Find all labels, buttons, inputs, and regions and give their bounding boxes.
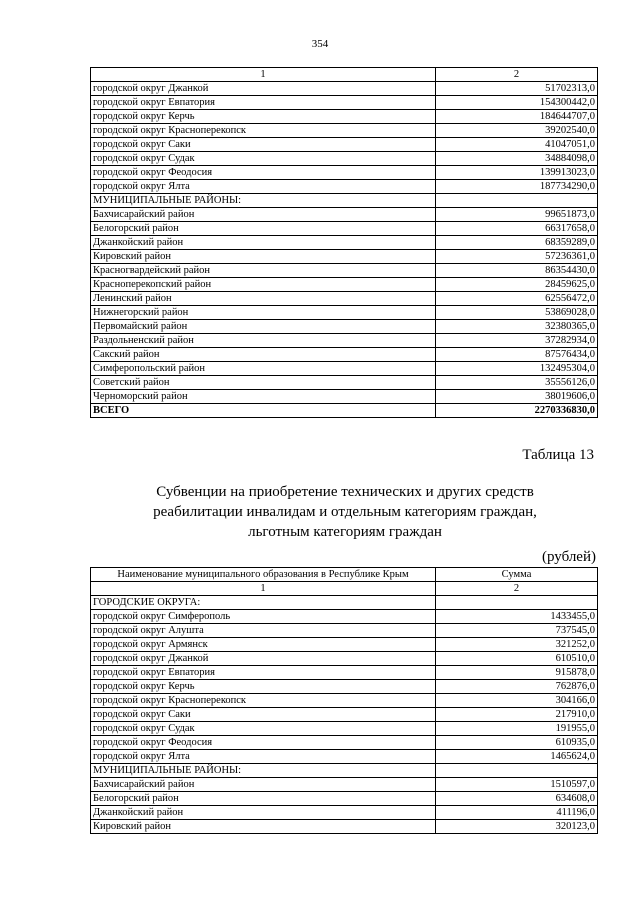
row-name: городской округ Ялта: [91, 750, 436, 764]
row-name: городской округ Евпатория: [91, 666, 436, 680]
table-row: [91, 236, 598, 250]
units-label: (рублей): [541, 549, 596, 565]
row-name: городской округ Керчь: [91, 680, 436, 694]
row-name: ГОРОДСКИЕ ОКРУГА:: [91, 596, 436, 610]
row-value: 57236361,0: [436, 250, 598, 264]
row-name: городской округ Керчь: [91, 110, 436, 124]
row-value: 1510597,0: [436, 778, 598, 792]
row-name: городской округ Судак: [91, 722, 436, 736]
row-name: городской округ Ялта: [91, 180, 436, 194]
row-value: 320123,0: [436, 820, 598, 834]
row-name: Советский район: [91, 376, 436, 390]
table-label: Таблица 13: [522, 447, 594, 463]
total-value: 2270336830,0: [436, 404, 598, 418]
row-value: 1465624,0: [436, 750, 598, 764]
table-row: [91, 694, 598, 708]
table-row: [91, 806, 598, 820]
row-value: 154300442,0: [436, 96, 598, 110]
table-row: [91, 708, 598, 722]
row-value: 191955,0: [436, 722, 598, 736]
row-name: городской округ Евпатория: [91, 96, 436, 110]
row-name: Белогорский район: [91, 222, 436, 236]
table-row: [91, 208, 598, 222]
row-value: 62556472,0: [436, 292, 598, 306]
row-value: 634608,0: [436, 792, 598, 806]
row-value: [436, 194, 598, 208]
title-line: Субвенции на приобретение технических и других средств: [156, 484, 534, 500]
row-name: МУНИЦИПАЛЬНЫЕ РАЙОНЫ:: [91, 764, 436, 778]
table-row: [91, 610, 598, 624]
row-name: Джанкойский район: [91, 236, 436, 250]
row-value: [436, 764, 598, 778]
column-number-1: 1: [91, 68, 436, 82]
table-row: [91, 138, 598, 152]
table-row: [91, 638, 598, 652]
table-row: [91, 96, 598, 110]
table-row: [91, 124, 598, 138]
row-name: городской округ Алушта: [91, 624, 436, 638]
column-number-row: [91, 582, 598, 596]
table-row: [91, 390, 598, 404]
table-row: [91, 194, 598, 208]
row-name: городской округ Джанкой: [91, 82, 436, 96]
row-value: 87576434,0: [436, 348, 598, 362]
row-value: 28459625,0: [436, 278, 598, 292]
row-name: городской округ Симферополь: [91, 610, 436, 624]
table-row: [91, 596, 598, 610]
row-value: 51702313,0: [436, 82, 598, 96]
table-row: [91, 750, 598, 764]
subsidy-table-continued: [90, 67, 598, 418]
table-row: [91, 334, 598, 348]
row-name: Красногвардейский район: [91, 264, 436, 278]
row-name: Симферопольский район: [91, 362, 436, 376]
row-name: городской округ Феодосия: [91, 166, 436, 180]
row-name: городской округ Саки: [91, 138, 436, 152]
header-row: [91, 568, 598, 582]
row-value: 53869028,0: [436, 306, 598, 320]
table-row: [91, 180, 598, 194]
row-value: 762876,0: [436, 680, 598, 694]
table-row: [91, 250, 598, 264]
row-name: городской округ Джанкой: [91, 652, 436, 666]
row-value: 411196,0: [436, 806, 598, 820]
row-value: 304166,0: [436, 694, 598, 708]
column-number-1: 1: [91, 582, 436, 596]
table-row: [91, 82, 598, 96]
row-name: Раздольненский район: [91, 334, 436, 348]
row-value: 35556126,0: [436, 376, 598, 390]
rehabilitation-subsidy-table: [90, 567, 598, 834]
table-row: [91, 624, 598, 638]
row-name: городской округ Красноперекопск: [91, 124, 436, 138]
row-value: 39202540,0: [436, 124, 598, 138]
row-value: 217910,0: [436, 708, 598, 722]
table-row: [91, 680, 598, 694]
table-row: [91, 820, 598, 834]
row-name: Красноперекопский район: [91, 278, 436, 292]
row-value: 68359289,0: [436, 236, 598, 250]
table-row: [91, 764, 598, 778]
table-row: [91, 652, 598, 666]
table-row: [91, 152, 598, 166]
row-value: 187734290,0: [436, 180, 598, 194]
title-line: реабилитации инвалидам и отдельным категориям граждан,: [153, 504, 537, 520]
table-row: [91, 110, 598, 124]
row-value: 37282934,0: [436, 334, 598, 348]
table-title: [100, 482, 590, 542]
column-number-2: 2: [436, 582, 598, 596]
table-row: [91, 320, 598, 334]
table-row: [91, 376, 598, 390]
row-value: 321252,0: [436, 638, 598, 652]
row-value: 38019606,0: [436, 390, 598, 404]
row-value: 139913023,0: [436, 166, 598, 180]
row-name: Первомайский район: [91, 320, 436, 334]
table-row: [91, 792, 598, 806]
row-name: Бахчисарайский район: [91, 778, 436, 792]
row-name: городской округ Судак: [91, 152, 436, 166]
row-name: городской округ Армянск: [91, 638, 436, 652]
table-row: [91, 166, 598, 180]
page-number: 354: [311, 38, 329, 50]
row-value: 737545,0: [436, 624, 598, 638]
header-sum: Сумма: [436, 568, 598, 582]
row-name: Джанкойский район: [91, 806, 436, 820]
table-row: [91, 666, 598, 680]
row-name: Сакский район: [91, 348, 436, 362]
table-row: [91, 278, 598, 292]
row-value: 132495304,0: [436, 362, 598, 376]
row-name: Кировский район: [91, 820, 436, 834]
column-number-2: 2: [436, 68, 598, 82]
table-row: [91, 292, 598, 306]
row-name: городской округ Красноперекопск: [91, 694, 436, 708]
table-row: [91, 778, 598, 792]
table-row: [91, 362, 598, 376]
row-name: Кировский район: [91, 250, 436, 264]
row-name: Нижнегорский район: [91, 306, 436, 320]
row-value: 66317658,0: [436, 222, 598, 236]
title-line: льготным категориям граждан: [248, 524, 442, 540]
table-row: [91, 722, 598, 736]
row-name: городской округ Феодосия: [91, 736, 436, 750]
total-label: ВСЕГО: [91, 404, 436, 418]
row-value: 610935,0: [436, 736, 598, 750]
row-name: Черноморский район: [91, 390, 436, 404]
row-value: 610510,0: [436, 652, 598, 666]
table-row: [91, 736, 598, 750]
header-name: Наименование муниципального образования в Республике Крым: [91, 568, 436, 582]
row-name: Ленинский район: [91, 292, 436, 306]
table-row: [91, 264, 598, 278]
row-value: 32380365,0: [436, 320, 598, 334]
row-name: МУНИЦИПАЛЬНЫЕ РАЙОНЫ:: [91, 194, 436, 208]
table-row: [91, 348, 598, 362]
total-row: [91, 404, 598, 418]
row-name: городской округ Саки: [91, 708, 436, 722]
table-row: [91, 306, 598, 320]
row-value: [436, 596, 598, 610]
row-value: 1433455,0: [436, 610, 598, 624]
row-value: 41047051,0: [436, 138, 598, 152]
table-row: [91, 222, 598, 236]
row-value: 34884098,0: [436, 152, 598, 166]
row-name: Бахчисарайский район: [91, 208, 436, 222]
row-value: 915878,0: [436, 666, 598, 680]
row-value: 184644707,0: [436, 110, 598, 124]
column-number-row: [91, 68, 598, 82]
row-value: 99651873,0: [436, 208, 598, 222]
row-value: 86354430,0: [436, 264, 598, 278]
row-name: Белогорский район: [91, 792, 436, 806]
